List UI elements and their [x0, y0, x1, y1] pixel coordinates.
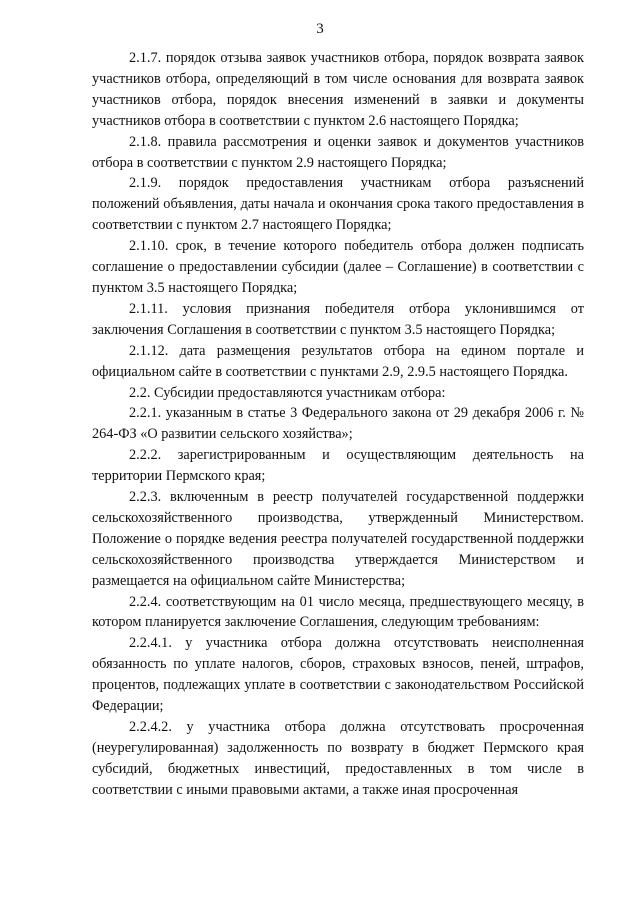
paragraph-2-1-10: 2.1.10. срок, в течение которого победитель отбора должен подписать соглашение о предоставлении субсидии (далее – Соглашение) в соответствии с пунктом 3.5 настоящего Порядка; — [92, 238, 584, 296]
paragraph-2-2-4: 2.2.4. соответствующим на 01 число месяца, предшествующего месяцу, в котором планируется заключение Соглашения, следующим требованиям: — [92, 593, 584, 631]
paragraph-2-1-9: 2.1.9. порядок предоставления участникам отбора разъяснений положений объявления, даты начала и окончания срока такого предоставления в соответствии с пунктом 2.7 настоящего Порядка; — [92, 175, 584, 234]
document-body — [92, 48, 584, 801]
paragraph-2-1-12: 2.1.12. дата размещения результатов отбора на едином портале и официальном сайте в соответствии с пунктами 2.9, 2.9.5 настоящего Порядка. — [92, 342, 584, 380]
paragraph-2-2: 2.2. Субсидии предоставляются участникам отбора: — [129, 384, 446, 401]
paragraph-2-1-11: 2.1.11. условия признания победителя отбора уклонившимся от заключения Соглашения в соответствии с пунктом 3.5 настоящего Порядка; — [92, 300, 584, 338]
paragraph-2-2-4-1: 2.2.4.1. у участника отбора должна отсутствовать неисполненная обязанность по уплате налогов, сборов, страховых взносов, пеней, штрафов, процентов, подлежащих уплате в соответствии с законодательством Российской Федерации; — [92, 635, 584, 715]
paragraph-2-1-7: 2.1.7. порядок отзыва заявок участников отбора, порядок возврата заявок участников отбора, определяющий в том числе основания для возврата заявок участников отбора, порядок внесения изменений в заявки и документы участников отбора в соответствии с пунктом 2.6 настоящего Порядка; — [92, 50, 584, 129]
paragraph-2-2-3: 2.2.3. включенным в реестр получателей государственной поддержки сельскохозяйственного производства, утвержденный Министерством. Положение о порядке ведения реестра получателей государственной поддержки сельскохозяйственного производства утверждается Министерством и размещается на официальном сайте Министерства; — [92, 489, 584, 589]
paragraph-2-1-8: 2.1.8. правила рассмотрения и оценки заявок и документов участников отбора в соответствии с пунктом 2.9 настоящего Порядка; — [92, 133, 584, 171]
paragraph-2-2-2: 2.2.2. зарегистрированным и осуществляющим деятельность на территории Пермского края; — [92, 447, 584, 485]
paragraph-2-2-4-2: 2.2.4.2. у участника отбора должна отсутствовать просроченная (неурегулированная) задолженность по возврату в бюджет Пермского края субсидий, бюджетных инвестиций, предоставленных в том числе в соответствии с иными правовыми актами, а также иная просроченная — [92, 719, 584, 798]
paragraph-2-2-1: 2.2.1. указанным в статье 3 Федерального закона от 29 декабря 2006 г. № 264-ФЗ «О развитии сельского хозяйства»; — [92, 405, 584, 443]
page-number: 3 — [316, 21, 324, 37]
